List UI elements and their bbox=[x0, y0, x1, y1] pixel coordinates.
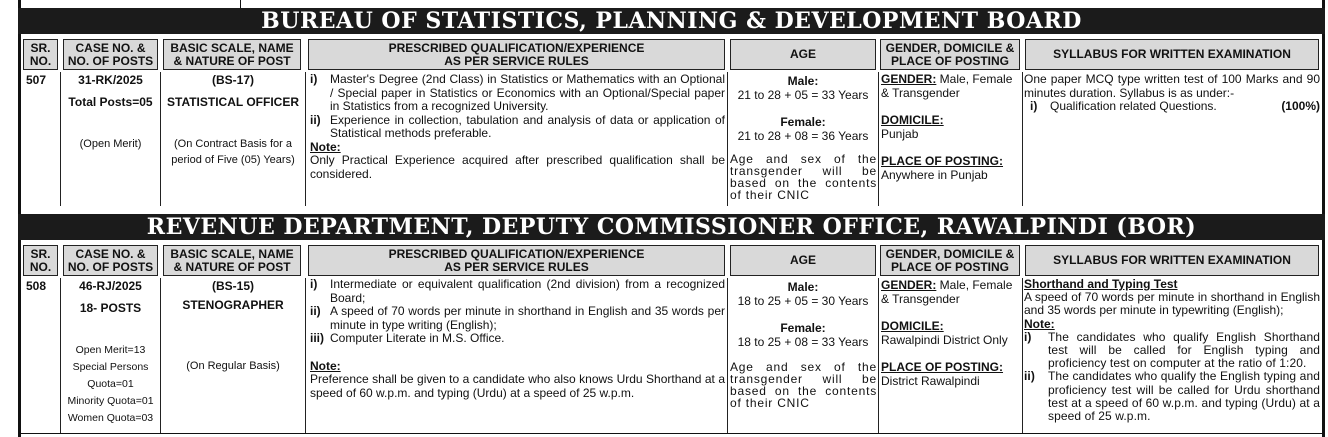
top-rule bbox=[18, 0, 1325, 8]
section-banner-revenue: REVENUE DEPARTMENT, DEPUTY COMMISSIONER OFFICE, RAWALPINDI (BOR) bbox=[18, 214, 1325, 240]
note-label: Note: bbox=[310, 139, 341, 154]
qualification-item: ii) A speed of 70 words per minute in shorthand in English and 35 words per minute in type writing (English); bbox=[310, 304, 725, 332]
sr-number: 507 bbox=[26, 73, 47, 87]
basic-scale: (BS-15) bbox=[211, 279, 254, 293]
header-qualification: PRESCRIBED QUALIFICATION/EXPERIENCE AS PER SERVICE RULES bbox=[308, 39, 725, 70]
column-divider bbox=[305, 72, 306, 206]
age-transgender-note: Age and sex of the transgender will be based on the contents of their CNIC bbox=[730, 152, 877, 202]
column-divider bbox=[878, 278, 879, 434]
domicile: Rawalpindi District Only bbox=[881, 332, 1008, 347]
age-cell: Male: 18 to 25 + 05 = 30 Years Female: 18 to 25 + 08 = 33 Years bbox=[730, 281, 876, 349]
post-name: STENOGRAPHER bbox=[182, 298, 284, 312]
syllabus-item: i) Qualification related Questions. (100%) bbox=[1030, 99, 1320, 113]
age-female: 21 to 28 + 08 = 36 Years bbox=[737, 128, 869, 143]
header-syllabus: SYLLABUS FOR WRITTEN EXAMINATION bbox=[1025, 39, 1319, 70]
header-syllabus: SYLLABUS FOR WRITTEN EXAMINATION bbox=[1025, 245, 1319, 276]
quota: (Open Merit) bbox=[79, 138, 142, 150]
header-scale: BASIC SCALE, NAME & NATURE OF POST bbox=[163, 245, 301, 276]
note-text: Preference shall be given to a candidate who also knows Urdu Shorthand at a speed of 60 w.p.m. and typing (Urdu) at a speed of 25 w.p.m. bbox=[310, 372, 725, 400]
syllabus-cell: Shorthand and Typing Test A speed of 70 words per minute in shorthand in English and 35 words per minute in typewriting (English); Note: i) The candidates who qualify English Shorthand test will be called for English typing and proficiency test on computer at the ratio of 1:20. ii) The candidates who qualify the English typing and proficiency test will be called for Urdu shorthand test at a speed of 60 w.p.m. and typing (Urdu) at a speed of 25 w.p.m. bbox=[1024, 277, 1320, 424]
place-of-posting: District Rawalpindi bbox=[881, 373, 980, 388]
column-divider bbox=[1022, 72, 1023, 206]
note-label: Note: bbox=[310, 358, 341, 373]
post-name: STATISTICAL OFFICER bbox=[167, 95, 299, 109]
qualification-item: i) Master's Degree (2nd Class) in Statistics or Mathematics with an Optional / Special paper in Statistics or Economics with an Optional/Special paper in Statistics from a recognized University. bbox=[310, 72, 725, 113]
age-female: 18 to 25 + 08 = 33 Years bbox=[737, 334, 869, 349]
column-divider bbox=[727, 72, 728, 206]
column-divider bbox=[160, 72, 161, 206]
header-gender: GENDER, DOMICILE & PLACE OF POSTING bbox=[880, 245, 1020, 276]
column-divider bbox=[1022, 278, 1023, 434]
header-case: CASE NO. & NO. OF POSTS bbox=[63, 245, 158, 276]
column-divider bbox=[160, 278, 161, 434]
section-banner-statistics: BUREAU OF STATISTICS, PLANNING & DEVELOPMENT BOARD bbox=[18, 8, 1325, 34]
age-male: 21 to 28 + 05 = 33 Years bbox=[737, 87, 869, 102]
case-number: 31-RK/2025 bbox=[78, 73, 143, 87]
post-nature: (On Regular Basis) bbox=[186, 360, 280, 372]
gender-cell: GENDER: Male, Female & Transgender DOMICILE: Rawalpindi District Only PLACE OF POSTING: District Rawalpindi bbox=[881, 279, 1021, 388]
syllabus-item: i) The candidates who qualify English Shorthand test will be called for English typing and proficiency test on computer at the ratio of 1:20. bbox=[1024, 329, 1320, 371]
syllabus-heading: Shorthand and Typing Test bbox=[1024, 277, 1178, 291]
header-scale: BASIC SCALE, NAME & NATURE OF POST bbox=[163, 39, 301, 70]
header-case: CASE NO. & NO. OF POSTS bbox=[63, 39, 158, 70]
header-gender: GENDER, DOMICILE & PLACE OF POSTING bbox=[880, 39, 1020, 70]
syllabus-cell: One paper MCQ type written test of 100 Marks and 90 minutes duration. Syllabus is as under:- i) Qualification related Questions. (100%) bbox=[1024, 72, 1320, 113]
qualification-cell bbox=[310, 73, 725, 181]
post-nature: (On Contract Basis for a period of Five (05) Years) bbox=[171, 138, 295, 166]
header-age: AGE bbox=[730, 39, 876, 70]
basic-scale: (BS-17) bbox=[211, 73, 254, 87]
age-cell: Male: 21 to 28 + 05 = 33 Years Female: 21 to 28 + 08 = 36 Years bbox=[730, 75, 876, 143]
quota-list: Open Merit=13 Special Persons Quota=01 Minority Quota=01 Women Quota=03 bbox=[67, 344, 154, 424]
qualification-item: iii) Computer Literate in M.S. Office. bbox=[310, 331, 505, 345]
bottom-rule bbox=[18, 433, 1325, 434]
column-divider bbox=[727, 278, 728, 434]
sr-number: 508 bbox=[26, 279, 47, 293]
posts-count: 18- POSTS bbox=[79, 301, 142, 315]
age-male: 18 to 25 + 05 = 30 Years bbox=[737, 293, 869, 308]
note-text: Only Practical Experience acquired after prescribed qualification shall be considered. bbox=[310, 153, 725, 181]
qualification-item: i) Intermediate or equivalent qualification (2nd division) from a recognized Board; bbox=[310, 277, 725, 305]
header-qualification: PRESCRIBED QUALIFICATION/EXPERIENCE AS PER SERVICE RULES bbox=[308, 245, 725, 276]
header-sr: SR. NO. bbox=[23, 39, 58, 70]
age-transgender-note: Age and sex of the transgender will be based on the contents of their CNIC bbox=[730, 360, 877, 410]
place-of-posting: Anywhere in Punjab bbox=[881, 167, 988, 182]
qualification-item: ii) Experience in collection, tabulation and analysis of data or application of Statistical methods preferable. bbox=[310, 112, 725, 140]
qualification-cell bbox=[310, 278, 725, 400]
header-sr: SR. NO. bbox=[23, 245, 58, 276]
case-number: 46-RJ/2025 bbox=[79, 279, 142, 293]
syllabus-item: ii) The candidates who qualify the English typing and proficiency test will be called for Urdu shorthand test at a speed of 60 w.p.m. and typing (Urdu) at a speed of 25 w.p.m. bbox=[1024, 369, 1320, 424]
column-divider bbox=[305, 278, 306, 434]
section-statistics bbox=[21, 36, 1322, 208]
header-age: AGE bbox=[730, 245, 876, 276]
domicile: Punjab bbox=[881, 126, 919, 141]
section-revenue bbox=[21, 242, 1322, 434]
gender-cell: GENDER: Male, Female & Transgender DOMICILE: Punjab PLACE OF POSTING: Anywhere in Punjab bbox=[881, 73, 1021, 182]
column-divider bbox=[878, 72, 879, 206]
posts-count: Total Posts=05 bbox=[68, 95, 153, 109]
column-divider bbox=[60, 72, 61, 206]
